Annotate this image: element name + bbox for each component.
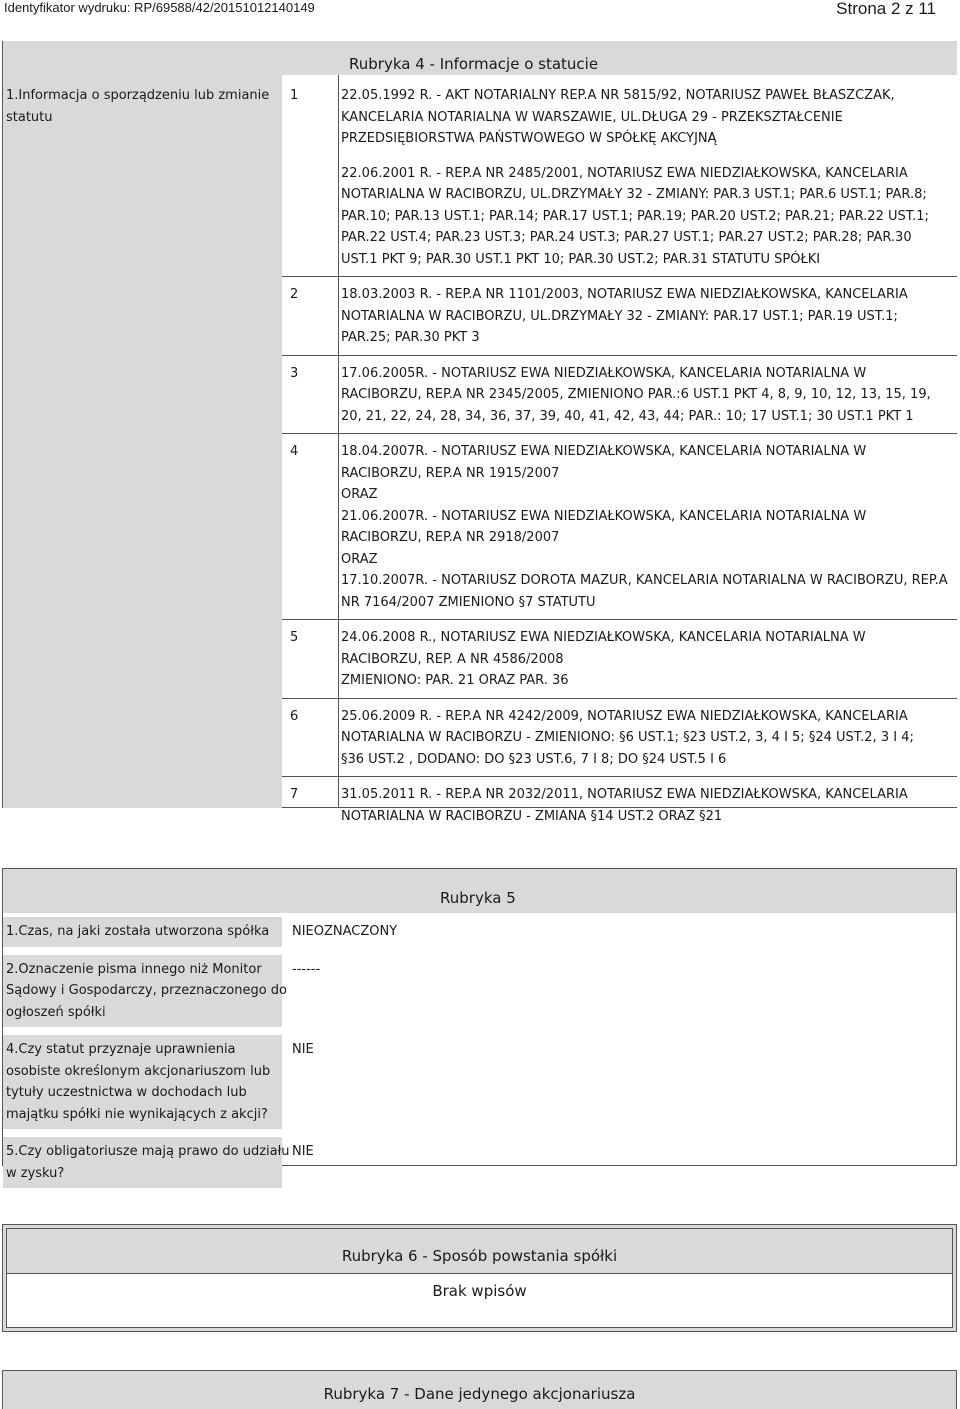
section-rubryka-4: [2, 41, 957, 824]
entry-text-line: NR 7164/2007 ZMIENIONO §7 STATUTU: [341, 594, 596, 610]
entry-divider: [282, 355, 957, 356]
section-title: Rubryka 5: [440, 889, 516, 907]
entry-text-line: 25.06.2009 R. - REP.A NR 4242/2009, NOTARIUSZ EWA NIEDZIAŁKOWSKA, KANCELARIA: [341, 708, 908, 724]
section-body: [6, 1273, 953, 1328]
section-header: [3, 869, 956, 913]
question-text-line: tytuły uczestnictwa w dochodach lub: [6, 1085, 247, 1100]
answer-value: NIE: [292, 1144, 314, 1159]
entry-number: 5: [290, 630, 299, 645]
section-rubryka-5: [2, 868, 957, 1181]
entry-text-line: 21.06.2007R. - NOTARIUSZ EWA NIEDZIAŁKOWSKA, KANCELARIA NOTARIALNA W: [341, 508, 867, 524]
entry-text-line: 31.05.2011 R. - REP.A NR 2032/2011, NOTARIUSZ EWA NIEDZIAŁKOWSKA, KANCELARIA: [341, 787, 908, 802]
entry-text-line: 20, 21, 22, 24, 28, 34, 36, 37, 39, 40, 41, 42, 43, 44; PAR.: 10; 17 UST.1; 30 UST.1 PKT 1: [341, 408, 914, 424]
question-text-line: 1.Czas, na jaki została utworzona spółka: [6, 924, 270, 939]
entry-text-line: 22.05.1992 R. - AKT NOTARIALNY REP.A NR 5815/92, NOTARIUSZ PAWEŁ BŁASZCZAK,: [341, 88, 895, 103]
answer-value: NIE: [292, 1042, 314, 1057]
entry-text-line: RACIBORZU, REP. A NR 4586/2008: [341, 651, 564, 667]
entry-text-line: ORAZ: [341, 487, 378, 502]
entry-text-line: KANCELARIA NOTARIALNA W WARSZAWIE, UL.DŁUGA 29 - PRZEKSZTAŁCENIE: [341, 109, 843, 125]
entry-number: 4: [290, 444, 299, 459]
section-title: Rubryka 4 - Informacje o statucie: [349, 55, 599, 73]
entry-divider: [282, 433, 957, 434]
entry-divider: [282, 698, 957, 699]
entry-text-line: RACIBORZU, REP.A NR 2918/2007: [341, 530, 560, 545]
question-text-line: osobiste określonym akcjonariuszom lub: [6, 1063, 271, 1079]
print-header: [0, 0, 960, 20]
print-id: Identyfikator wydruku: RP/69588/42/20151012140149: [4, 0, 315, 15]
empty-notice: Brak wpisów: [432, 1282, 527, 1300]
entry-text-line: §36 UST.2 , DODANO: DO §23 UST.6, 7 I 8; DO §24 UST.5 I 6: [341, 751, 727, 767]
entry-text-line: PAR.22 UST.4; PAR.23 UST.3; PAR.24 UST.3; PAR.27 UST.1; PAR.27 UST.2; PAR.28; PAR.30: [341, 230, 912, 245]
entry-text-line: NOTARIALNA W RACIBORZU - ZMIANA §14 UST.2 ORAZ §21: [341, 808, 723, 824]
entry-text-line: 18.04.2007R. - NOTARIUSZ EWA NIEDZIAŁKOWSKA, KANCELARIA NOTARIALNA W: [341, 444, 867, 459]
entry-text-line: NOTARIALNA W RACIBORZU - ZMIENIONO: §6 UST.1; §23 UST.2, 3, 4 I 5; §24 UST.2, 3 I 4;: [341, 730, 914, 745]
entry-number: 3: [290, 365, 299, 381]
field-label-line: 1.Informacja o sporządzeniu lub zmianie: [6, 88, 270, 103]
question-text-line: w zysku?: [6, 1165, 65, 1181]
entry-text-line: PAR.10; PAR.13 UST.1; PAR.14; PAR.17 UST.1; PAR.19; PAR.20 UST.2; PAR.21; PAR.22 UST.1;: [341, 208, 929, 224]
question-text-line: 5.Czy obligatoriusze mają prawo do udziału: [6, 1144, 290, 1159]
entry-text-line: ORAZ: [341, 551, 378, 567]
section-header: [3, 41, 957, 75]
entry-text-line: PRZEDSIĘBIORSTWA PAŃSTWOWEGO W SPÓŁKĘ AKCYJNĄ: [341, 131, 717, 146]
entry-text-line: 22.06.2001 R. - REP.A NR 2485/2001, NOTARIUSZ EWA NIEDZIAŁKOWSKA, KANCELARIA: [341, 165, 908, 181]
answer-value: NIEOZNACZONY: [292, 924, 398, 939]
entry-text-line: NOTARIALNA W RACIBORZU, UL.DRZYMAŁY 32 - ZMIANY: PAR.17 UST.1; PAR.19 UST.1;: [341, 308, 898, 324]
section-rubryka-6: [2, 1224, 957, 1332]
entry-text-line: UST.1 PKT 9; PAR.30 UST.1 PKT 10; PAR.30 UST.2; PAR.31 STATUTU SPÓŁKI: [341, 251, 821, 267]
entry-text-line: RACIBORZU, REP.A NR 2345/2005, ZMIENIONO PAR.:6 UST.1 PKT 4, 8, 9, 10, 12, 13, 15, 19,: [341, 387, 931, 402]
page-number: Strona 2 z 11: [836, 0, 936, 18]
answer-value: ------: [292, 961, 321, 977]
entry-text-line: 17.10.2007R. - NOTARIUSZ DOROTA MAZUR, KANCELARIA NOTARIALNA W RACIBORZU, REP.A: [341, 573, 948, 588]
entry-divider: [282, 619, 957, 620]
entry-text-line: PAR.25; PAR.30 PKT 3: [341, 330, 480, 345]
entry-divider: [282, 276, 957, 277]
question-text-line: Sądowy i Gospodarczy, przeznaczonego do: [6, 983, 287, 998]
entry-text-line: RACIBORZU, REP.A NR 1915/2007: [341, 465, 560, 481]
entry-text-line: 17.06.2005R. - NOTARIUSZ EWA NIEDZIAŁKOWSKA, KANCELARIA NOTARIALNA W: [341, 365, 867, 381]
question-text-line: majątku spółki nie wynikających z akcji?: [6, 1106, 268, 1122]
field-label-cell: [3, 75, 282, 808]
entry-text-line: NOTARIALNA W RACIBORZU, UL.DRZYMAŁY 32 - ZMIANY: PAR.3 UST.1; PAR.6 UST.1; PAR.8;: [341, 187, 927, 202]
question-text-line: ogłoszeń spółki: [6, 1004, 106, 1020]
entry-number: 2: [290, 287, 299, 302]
entry-number: 7: [290, 787, 299, 802]
entry-number: 1: [290, 88, 299, 103]
section-header: [6, 1228, 953, 1273]
entry-text-line: 24.06.2008 R., NOTARIUSZ EWA NIEDZIAŁKOWSKA, KANCELARIA NOTARIALNA W: [341, 630, 866, 645]
section-rubryka-7: [2, 1370, 957, 1409]
field-label-line: statutu: [6, 110, 53, 125]
entry-text-line: ZMIENIONO: PAR. 21 ORAZ PAR. 36: [341, 673, 569, 688]
question-text-line: 2.Oznaczenie pisma innego niż Monitor: [6, 961, 262, 977]
section-title: Rubryka 7 - Dane jedynego akcjonariusza: [323, 1385, 636, 1403]
entry-divider: [282, 776, 957, 777]
section-title: Rubryka 6 - Sposób powstania spółki: [341, 1247, 618, 1265]
question-text-line: 4.Czy statut przyznaje uprawnienia: [6, 1042, 236, 1057]
entry-text-line: 18.03.2003 R. - REP.A NR 1101/2003, NOTARIUSZ EWA NIEDZIAŁKOWSKA, KANCELARIA: [341, 287, 908, 302]
entry-number: 6: [290, 708, 299, 724]
